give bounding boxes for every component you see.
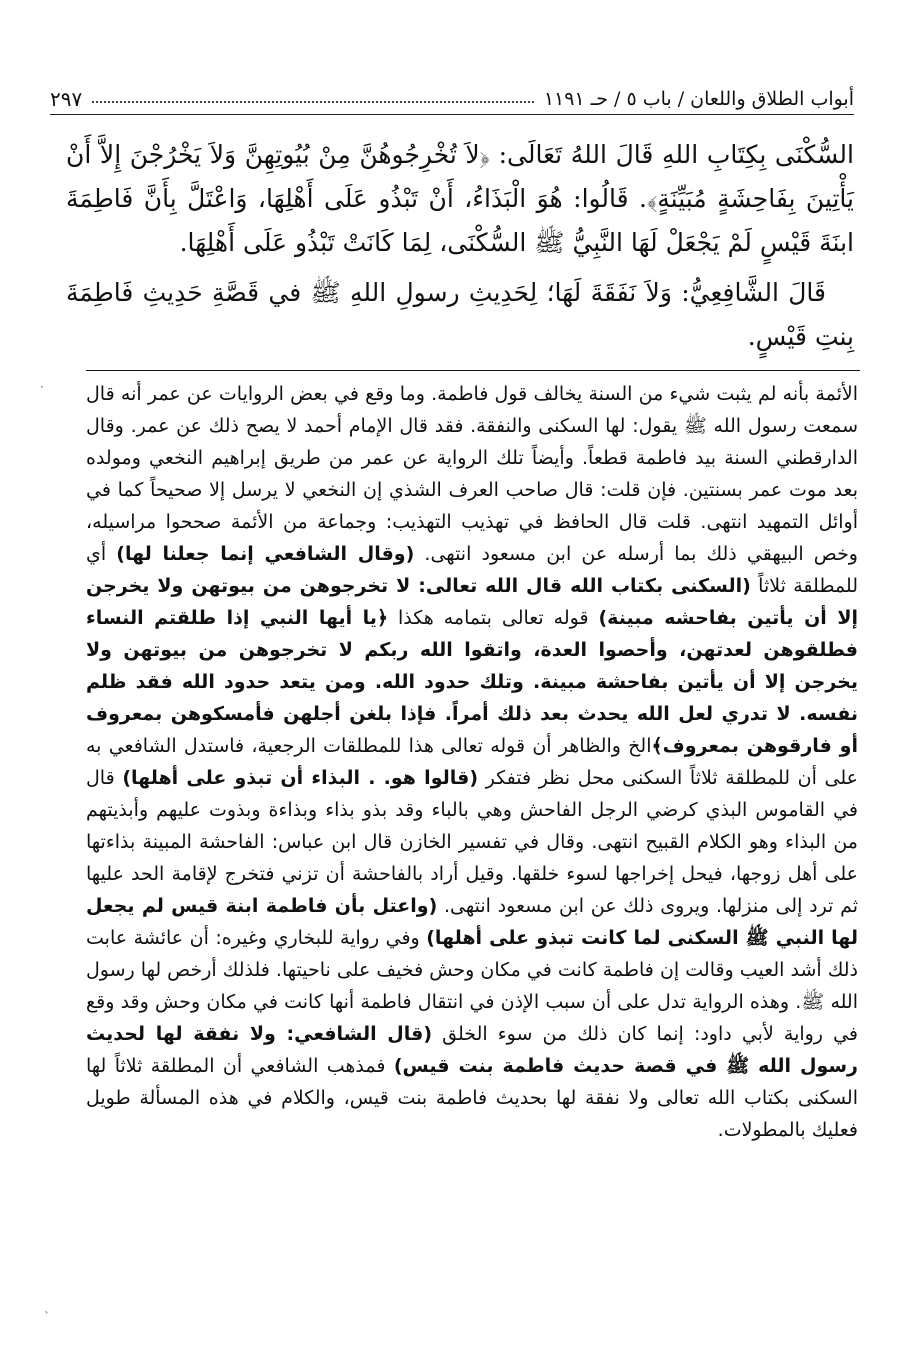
scan-speck: · bbox=[40, 380, 44, 394]
header-dot-leader bbox=[92, 101, 534, 103]
commentary-text: الخ والظاهر أن قوله تعالى هذا للمطلقات الرجعية، فاستدل الشافعي به على أن للمطلقة ثلاثاً السكنى محل نظر فتفكر bbox=[86, 735, 858, 789]
commentary-text: قال في القاموس البذي كرضي الرجل الفاحش وهي بالباء وقد بذو بذاء وبذاءة وبذوت عليهم وأبذيتهم من البذاء وهو الكلام القبيح انتهى. وقال في تفسير الخازن قال ابن عباس: الفاحشة المبينة بذاءتها على أهل زوجها، فيحل إخراجها لسوء خلقها. وقيل أراد بالفاحشة أن تزني فتخرج لإقامة الحد عليها ثم ترد إلى منزلها. ويروى ذلك عن ابن مسعود انتهى. bbox=[86, 767, 859, 917]
quoted-matn: (وقال الشافعي إنما جعلنا لها) bbox=[116, 543, 415, 565]
commentary-paragraph bbox=[86, 378, 858, 1146]
running-header bbox=[50, 84, 854, 115]
main-paragraph: السُّكْنَى بِكِتَابِ اللهِ قَالَ اللهُ تَعَالَى: ﴿لاَ تُخْرِجُوهُنَّ مِنْ بُيُوتِهِنَّ وَلاَ يَخْرُجْنَ إِلاَّ أَنْ يَأْتِينَ بِفَاحِشَةٍ مُبَيِّنَةٍ﴾. قَالُوا: هُوَ الْبَذَاءُ، أَنْ تَبْذُو عَلَى أَهْلِهَا، وَاعْتَلَّ بِأَنَّ فَاطِمَةَ ابنَةَ قَيْسٍ لَمْ يَجْعَلْ لَهَا النَّبِيُّ ﷺ السُّكْنَى، لِمَا كَانَتْ تَبْذُو عَلَى أَهْلِهَا. bbox=[66, 140, 854, 257]
quoted-matn: (قالوا هو. . البذاء أن تبذو على أهلها) bbox=[122, 767, 478, 789]
quoted-matn: (السكنى بكتاب الله قال الله تعالى: لا تخرجوهن من بيوتهن ولا يخرجن إلا أن يأتين بفاحشه مبينة) bbox=[86, 575, 858, 629]
quran-verse: ﴿يا أيها النبي إذا طلقتم النساء فطلقوهن لعدتهن، وأحصوا العدة، واتقوا الله ربكم لا تخرجوهن من بيوتهن ولا يخرجن إلا أن يأتين بفاحشة مبينة. وتلك حدود الله. ومن يتعد حدود الله فقد ظلم نفسه. لا تدري لعل الله يحدث بعد ذلك أمراً. فإذا بلغن أجلهن فأمسكوهن بمعروف أو فارقوهن بمعروف﴾ bbox=[86, 607, 858, 757]
commentary-notes bbox=[86, 378, 858, 1146]
main-text bbox=[66, 133, 854, 359]
page-number: ٢٩٧ bbox=[50, 87, 83, 111]
footnote-divider bbox=[86, 370, 860, 371]
quoted-matn: (قال الشافعي: ولا نفقة لها لحديث رسول الله ﷺ في قصة حديث فاطمة بنت قيس) bbox=[86, 1023, 858, 1077]
scan-speck: ` bbox=[44, 1310, 50, 1324]
commentary-text: أي للمطلقة ثلاثاً bbox=[86, 543, 858, 597]
chapter-title: أبواب الطلاق واللعان / باب ٥ / حـ ١١٩١ bbox=[543, 88, 854, 110]
quoted-matn: (واعتل بأن فاطمة ابنة قيس لم يجعل لها النبي ﷺ السكنى لما كانت تبذو على أهلها) bbox=[86, 895, 858, 949]
commentary-text: قوله تعالى بتمامه هكذا bbox=[388, 607, 599, 629]
commentary-text: فمذهب الشافعي أن المطلقة ثلاثاً لها السكنى بكتاب الله تعالى ولا نفقة لها بحديث فاطمة بنت قيس، والكلام في هذه المسألة طويل فعليك بالمطولات. bbox=[86, 1055, 858, 1141]
commentary-text: الأئمة بأنه لم يثبت شيء من السنة يخالف قول فاطمة. وما وقع في بعض الروايات عن عمر أنه قال سمعت رسول الله ﷺ يقول: لها السكنى والنفقة. فقد قال الإمام أحمد لا يصح ذلك عن عمر. وقال الدارقطني السنة بيد فاطمة قطعاً. وأيضاً تلك الرواية عن عمر من طريق إبراهيم النخعي ومولده بعد موت عمر بسنتين. فإن قلت: قال صاحب العرف الشذي إن النخعي لا يرسل إلا صحيحاً كما في أوائل التمهيد انتهى. قلت قال الحافظ في تهذيب التهذيب: وجماعة من الأئمة صححوا مراسيله، وخص البيهقي ذلك بما أرسله عن ابن مسعود انتهى. bbox=[86, 383, 858, 565]
main-paragraph: قَالَ الشَّافِعِيُّ: وَلاَ نَفَقَةَ لَهَا؛ لِحَدِيثِ رسولِ اللهِ ﷺ في قَصَّةِ حَدِيثِ فَاطِمَةَ بِنتِ قَيْسٍ. bbox=[66, 278, 854, 351]
commentary-text: وفي رواية للبخاري وغيره: أن عائشة عابت ذلك أشد العيب وقالت إن فاطمة كانت في مكان وحش فخيف على ناحيتها. فلذلك أرخص لها رسول الله ﷺ. وهذه الرواية تدل على أن سبب الإذن في انتقال فاطمة أنها كانت في مكان وحش وقد وقع في رواية لأبي داود: إنما كان ذلك من سوء الخلق bbox=[86, 927, 859, 1045]
